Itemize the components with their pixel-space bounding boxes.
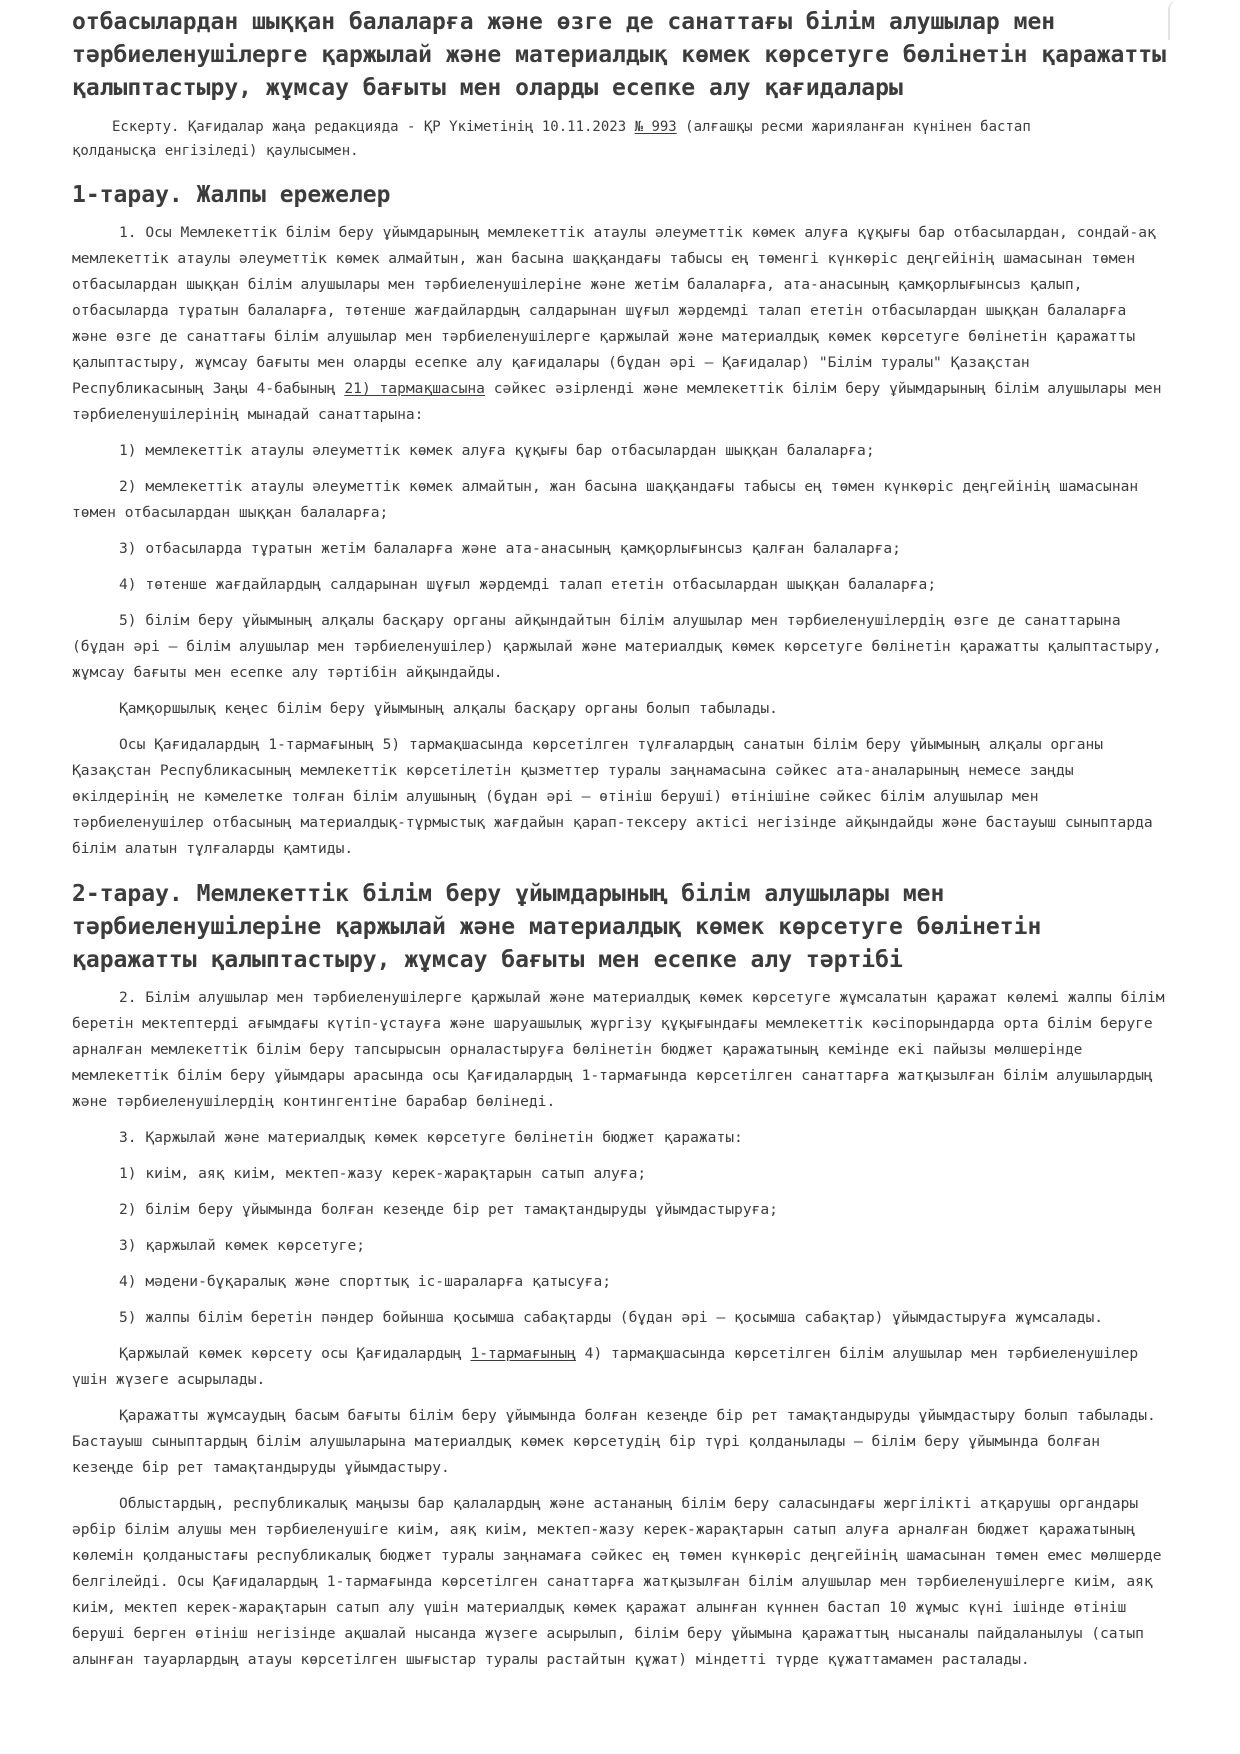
amendment-note [72,115,1112,163]
text-segment: Қаржылай көмек көрсету осы Қағидалардың [119,1345,471,1362]
text-segment: 2-тарау. Мемлекеттік білім беру ұйымдарының білім алушылары мен тәрбиеленушілеріне қаржылай және материалдық көмек көрсетуге бөлінетін қаражатты қалыптастыру, жұмсау бағыты мен есепке алу тәртібі [72,881,1042,973]
list-item [72,1305,1170,1331]
text-segment: 2) мемлекеттік атаулы әлеуметтік көмек алмайтын, жан басына шаққандағы табысы ең төмен күнкөріс деңгейінің шамасынан төмен отбасылардан шыққан балаларға; [72,478,1139,521]
inline-link[interactable]: 1-тармағының [470,1345,576,1362]
text-segment: 2. Білім алушылар мен тәрбиеленушілерге қаржылай және материалдық көмек көрсетуге жұмсалатын қаражат көлемі жалпы білім беретін мектептерді ағымдағы күтіп-ұстауға және шаруашылық жүргізу құқығындағы мемлекеттік кәсіпорындарда орта білім беруге арналған мемлекеттік білім беру тапсырысын орналастыруға бөлінетін бюджет қаражатының кемінде екі пайызы мөлшерінде мемлекеттік білім беру ұйымдары арасында осы Қағидалардың 1-тармағында көрсетілген санаттарға жатқызылған білім алушылардың және тәрбиеленушілердің контингентіне барабар бөлінеді. [72,989,1165,1110]
text-segment: Облыстардың, республикалық маңызы бар қалалардың және астананың білім беру саласындағы жергілікті атқарушы органдары әрбір білім алушы мен тәрбиеленушіге киім, аяқ киім, мектеп-жазу керек-жарақтарын сатып алуға арналған бюджет қаражатының көлемін қолданыстағы республикалық бюджет туралы заңнамаға сәйкес ең төмен күнкөріс деңгейінің шамасынан төмен емес мөлшерде белгілейді. Осы Қағидалардың 1-тармағында көрсетілген санаттарға жатқызылған білім алушылар мен тәрбиеленушілерге киім, аяқ киім, мектеп керек-жарақтарын сатып алу үшін материалдық көмек қаражат алынған күннен бастап 10 жұмыс күні ішінде өтініш беруші берген өтініш негізінде ақшалай нысанда жүзеге асырылып, білім беру ұйымына қаражаттың нысаналы пайдаланылуы (сатып алынған тауарлардың атауы көрсетілген шығыстар туралы растайтын құжат) міндетті түрде құжаттамамен расталады. [72,1495,1162,1668]
text-segment: (алғашқы ресми жарияланған күнінен бастап қолданысқа енгізіледі) қаулысымен. [72,119,1031,159]
text-segment: 1) мемлекеттік атаулы әлеуметтік көмек алуға құқығы бар отбасылардан шыққан балаларға; [119,442,875,459]
text-segment: Ескерту. Қағидалар жаңа редакцияда - ҚР Үкіметінің 10.11.2023 [112,119,635,135]
text-segment: 2) білім беру ұйымында болған кезеңде бір рет тамақтандыруды ұйымдастыруға; [119,1201,778,1218]
list-item [72,1233,1170,1259]
list-item [72,608,1170,686]
paragraph [72,1403,1170,1481]
inline-link[interactable]: № 993 [634,119,677,135]
document-title [72,6,1170,105]
text-segment: 3. Қаржылай және материалдық көмек көрсетуге бөлінетін бюджет қаражаты: [119,1129,743,1146]
text-segment: 5) жалпы білім беретін пәндер бойынша қосымша сабақтарды (бұдан әрі – қосымша сабақтар) ұйымдастыруға жұмсалады. [119,1309,1104,1326]
paragraph [72,985,1170,1115]
paragraph [72,1491,1170,1673]
scrollbar-thumb[interactable] [1168,0,1178,40]
text-segment: 4) мәдени-бұқаралық және спорттық іс-шараларға қатысуға; [119,1273,612,1290]
text-segment: отбасылардан шыққан балаларға және өзге де санаттағы білім алушылар мен тәрбиеленушілерге қаржылай және материалдық көмек көрсетуге бөлінетін қаражатты қалыптастыру, жұмсау бағыты мен оларды есепке алу қағидалары [72,9,1166,101]
list-item [72,438,1170,464]
paragraph [72,696,1170,722]
text-segment: Осы Қағидалардың 1-тармағының 5) тармақшасында көрсетілген тұлғалардың санатын білім беру ұйымының алқалы органы Қазақстан Республикасының мемлекеттік көрсетілетін қызметтер туралы заңнамасына сәйкес ата-аналарының немесе заңды өкілдерінің не кәмелетке толған білім алушының (бұдан әрі – өтініш беруші) өтінішіне сәйкес білім алушылар мен тәрбиеленушілер отбасының материалдық-тұрмыстық жағдайын қарап-тексеру актісі негізінде айқындайды және бастауыш сыныптарда білім алатын тұлғаларды қамтиды. [72,736,1153,857]
text-segment: 3) қаржылай көмек көрсетуге; [119,1237,366,1254]
text-segment: 1) киім, аяқ киім, мектеп-жазу керек-жарақтарын сатып алуға; [119,1165,647,1182]
text-segment: 4) төтенше жағдайлардың салдарынан шұғыл жәрдемді талап ететін отбасылардан шыққан балаларға; [119,576,937,593]
list-item [72,1197,1170,1223]
text-segment: 1-тарау. Жалпы ережелер [72,182,391,208]
list-item [72,1269,1170,1295]
text-segment: Қамқоршылық кеңес білім беру ұйымының алқалы басқару органы болып табылады. [119,700,778,717]
list-item [72,572,1170,598]
text-segment: сәйкес әзірленді және мемлекеттік білім беру ұйымдарының білім алушылары мен тәрбиеленушілерінің мынадай санаттарына: [72,380,1162,423]
paragraph [72,1125,1170,1151]
paragraph [72,732,1170,862]
list-item [72,1161,1170,1187]
list-item [72,536,1170,562]
inline-link[interactable]: 21) тармақшасына [344,380,485,397]
text-segment: 4) тармақшасында көрсетілген білім алушылар мен тәрбиеленушілер үшін жүзеге асырылады. [72,1345,1139,1388]
chapter-heading [72,179,1170,212]
text-segment: 1. Осы Мемлекеттік білім беру ұйымдарының мемлекеттік атаулы әлеуметтік көмек алуға құқығы бар отбасылардан, сондай-ақ мемлекеттік атаулы әлеуметтік көмек алмайтын, жан басына шаққандағы табысы ең төменгі күнкөріс деңгейінің шамасынан төмен отбасылардан шыққан білім алушылары мен тәрбиеленушілеріне және жетім балаларға, ата-анасының қамқорлығынсыз қалып, отбасыларда тұратын балаларға, төтенше жағдайлардың салдарынан шұғыл жәрдемді талап ететін отбасылардан шыққан балаларға және өзге де санаттағы білім алушылар мен тәрбиеленушілерге қаржылай және материалдық көмек көрсетуге бөлінетін қаражатты қалыптастыру, жұмсау бағыты мен оларды есепке алу қағидалары (бұдан әрі – Қағидалар) "Білім туралы" Қазақстан Республикасының Заңы 4-бабының [72,224,1156,397]
chapter-heading [72,878,1170,977]
text-segment: Қаражатты жұмсаудың басым бағыты білім беру ұйымында болған кезеңде бір рет тамақтандыруды ұйымдастыру болып табылады. Бастауыш сыныптардың білім алушыларына материалдық көмек көрсетудің бір түрі қолданылады – білім беру ұйымында болған кезеңде бір рет тамақтандыруды ұйымдастыру. [72,1407,1156,1476]
paragraph [72,1341,1170,1393]
document-content [72,6,1170,1673]
text-segment: 3) отбасыларда тұратын жетім балаларға және ата-анасының қамқорлығынсыз қалған балаларға; [119,540,901,557]
paragraph [72,220,1170,428]
text-segment: 5) білім беру ұйымының алқалы басқару органы айқындайтын білім алушылар мен тәрбиеленушілердің өзге де санаттарына (бұдан әрі – білім алушылар мен тәрбиеленушілер) қаржылай және материалдық көмек көрсетуге бөлінетін қаражатты қалыптастыру, жұмсау бағыты мен есепке алу тәртібін айқындайды. [72,612,1162,681]
list-item [72,474,1170,526]
